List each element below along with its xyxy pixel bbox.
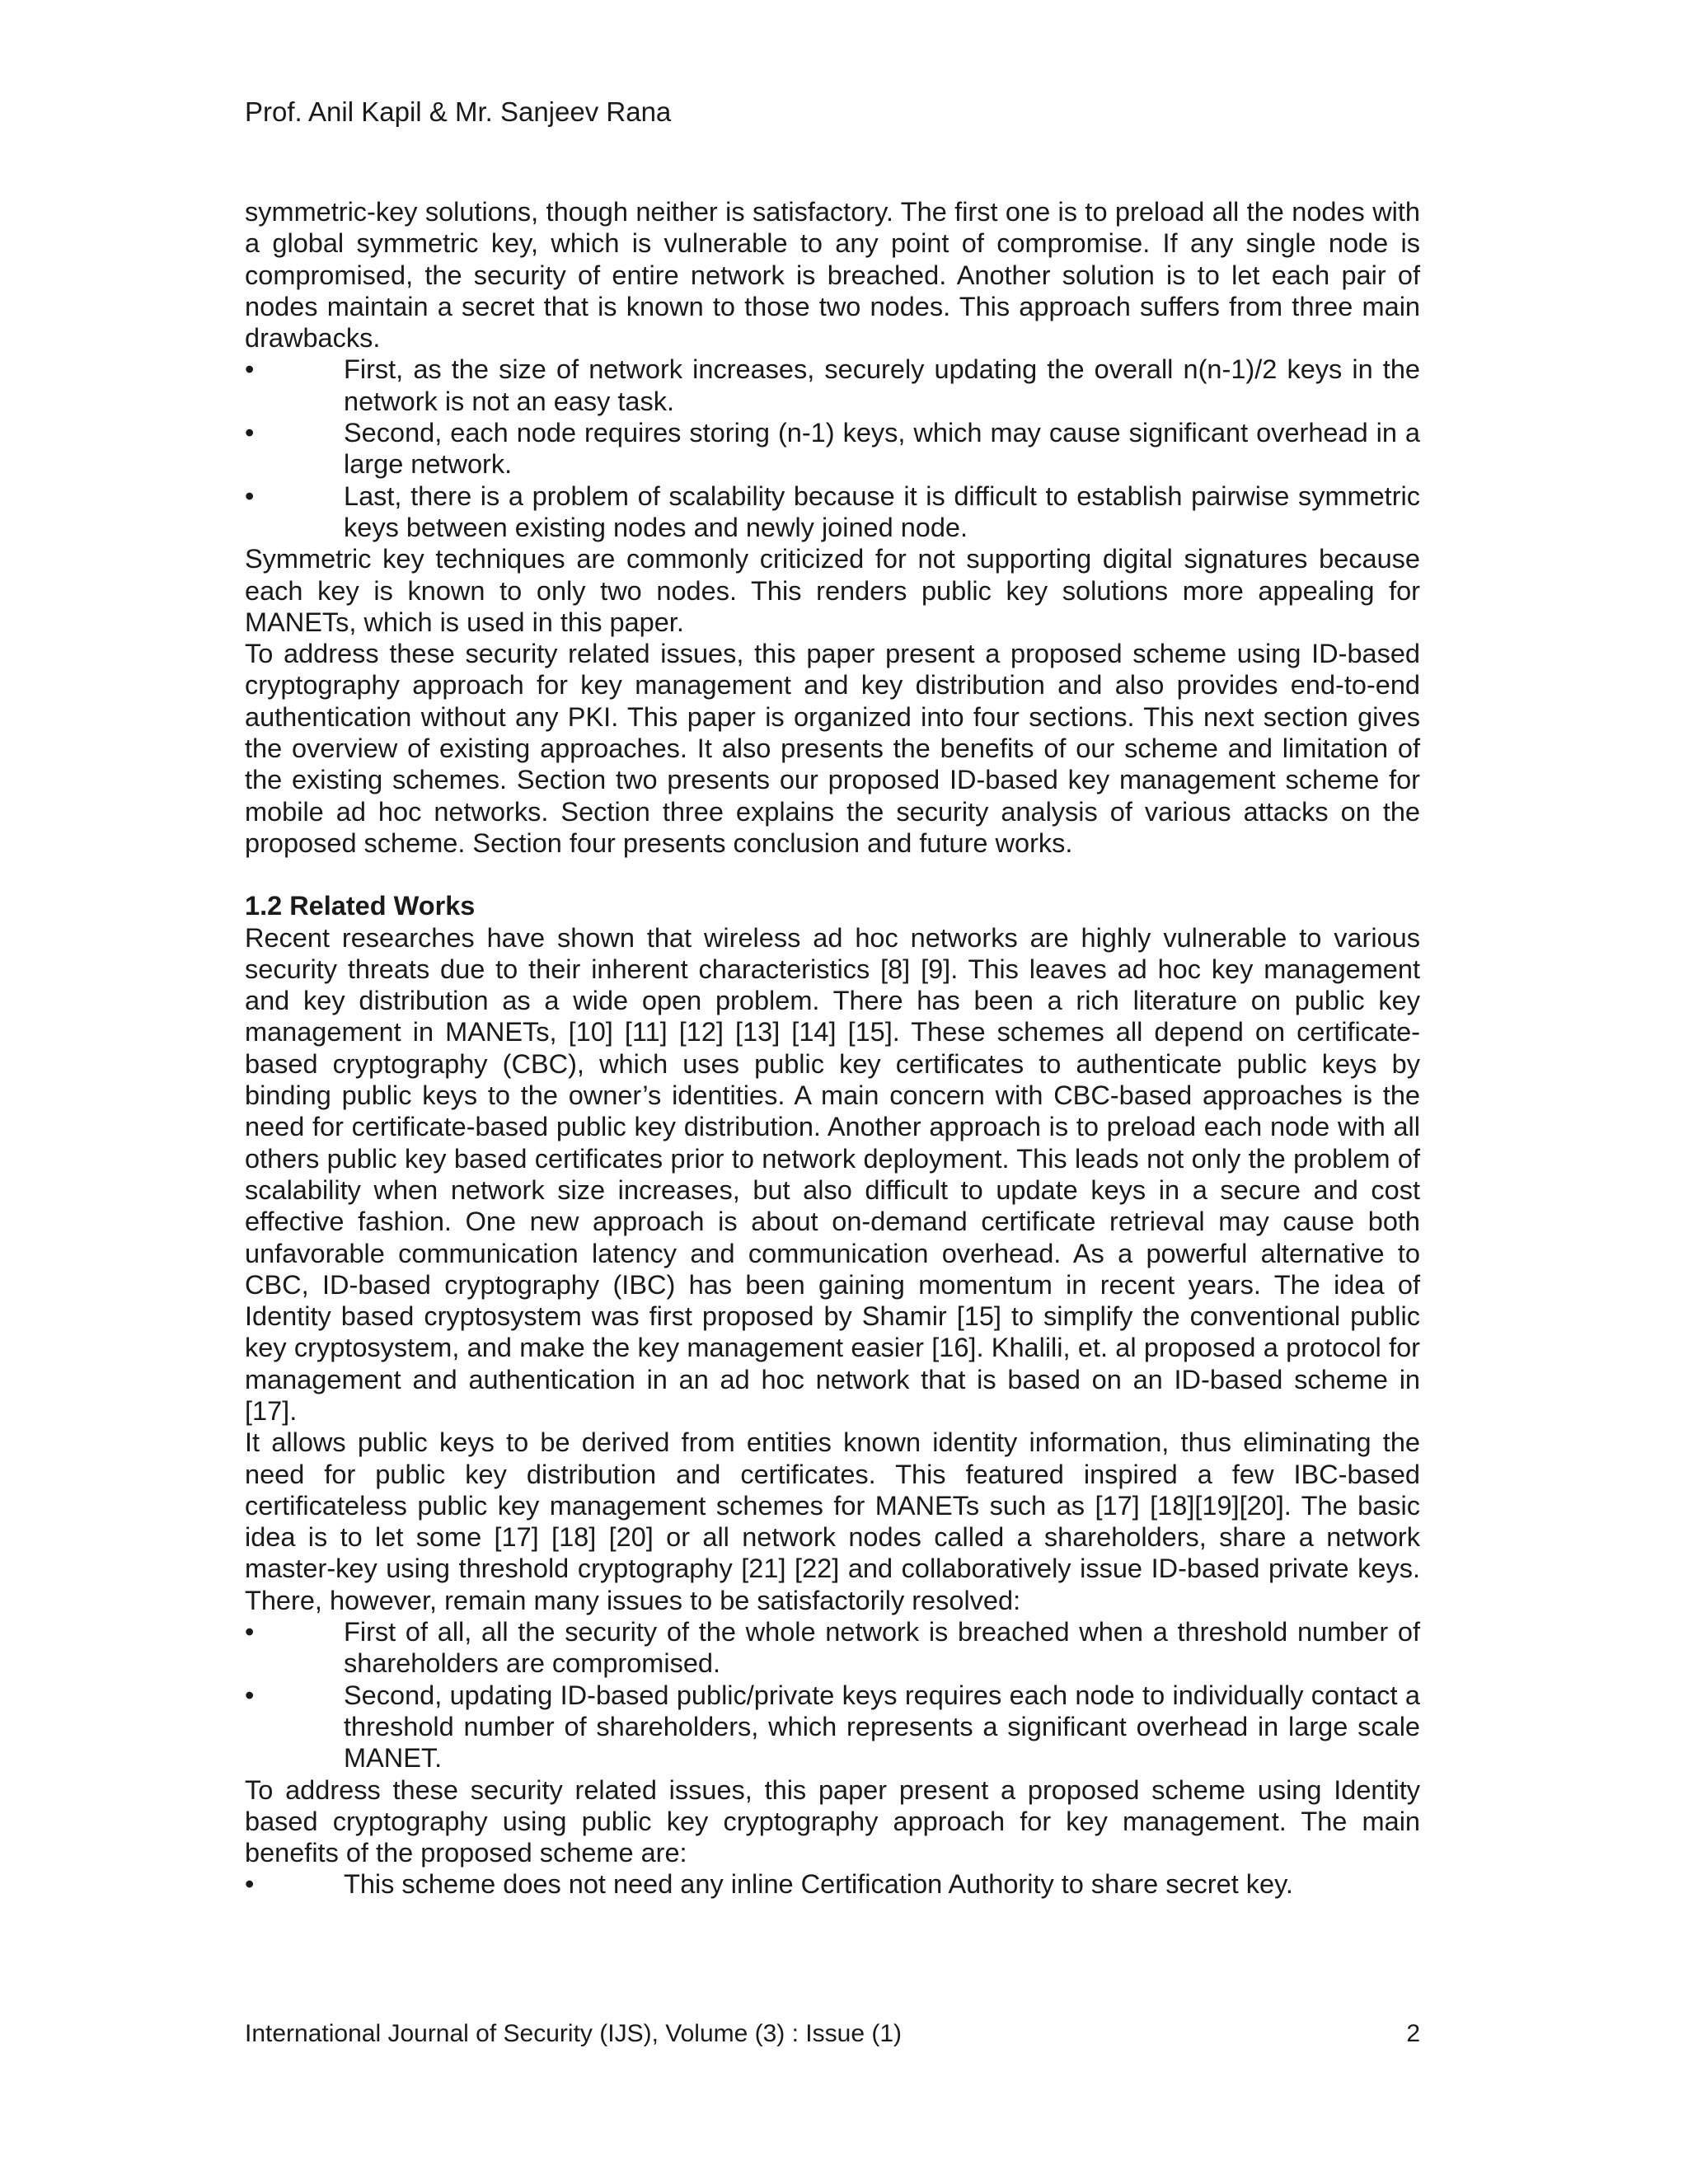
list-item <box>245 354 1420 417</box>
page-body <box>245 196 1420 1900</box>
footer-journal-citation: International Journal of Security (IJS), Volume (3) : Issue (1) <box>245 2020 903 2047</box>
paragraph-recent-researches: Recent researches have shown that wireless ad hoc networks are highly vulnerable to various security threats due to their inherent characteristics [8] [9]. This leaves ad hoc key management and key distribution as a wide open problem. There has been a rich literature on public key management in MANETs, [10] [11] [12] [13] [14] [15]. These schemes all depend on certificate-based cryptography (CBC), which uses public key certificates to authenticate public keys by binding public keys to the owner’s identities. A main concern with CBC-based approaches is the need for certificate-based public key distribution. Another approach is to preload each node with all others public key based certificates prior to network deployment. This leads not only the problem of scalability when network size increases, but also difficult to update keys in a secure and cost effective fashion. One new approach is about on-demand certificate retrieval may cause both unfavorable communication latency and communication overhead. As a powerful alternative to CBC, ID-based cryptography (IBC) has been gaining momentum in recent years. The idea of Identity based cryptosystem was first proposed by Shamir [15] to simplify the conventional public key cryptosystem, and make the key management easier [16]. Khalili, et. al proposed a protocol for management and authentication in an ad hoc network that is based on an ID-based scheme in [17]. <box>245 922 1420 1426</box>
bullet-icon: • <box>245 480 255 511</box>
list-item <box>245 1680 1420 1774</box>
bullet-icon: • <box>245 1869 255 1900</box>
list-item <box>245 1616 1420 1680</box>
page-footer <box>245 2019 1420 2049</box>
bullet-text: This scheme does not need any inline Certification Authority to share secret key. <box>344 1869 1293 1900</box>
bullet-list-benefits <box>245 1868 1420 1900</box>
bullet-text: First, as the size of network increases, securely updating the overall n(n-1)/2 keys in the network is not an easy task. <box>344 354 1420 416</box>
paragraph-symmetric-techniques: Symmetric key techniques are commonly criticized for not supporting digital signatures because each key is known to only two nodes. This renders public key solutions more appealing for MANETs, which is used in this paper. <box>245 544 1420 637</box>
paragraph-public-keys-derived: It allows public keys to be derived from entities known identity information, thus eliminating the need for public key distribution and certificates. This featured inspired a few IBC-based certificateless public key management schemes for MANETs such as [17] [18][19][20]. The basic idea is to let some [17] [18] [20] or all network nodes called a shareholders, share a network master-key using threshold cryptography [21] [22] and collaboratively issue ID-based private keys. There, however, remain many issues to be satisfactorily resolved: <box>245 1427 1420 1615</box>
paragraph-paper-organization: To address these security related issues, this paper present a proposed scheme using ID-based cryptography approach for key management and key distribution and also provides end-to-end authentication without any PKI. This paper is organized into four sections. This next section gives the overview of existing approaches. It also presents the benefits of our scheme and limitation of the existing schemes. Section two presents our proposed ID-based key management scheme for mobile ad hoc networks. Section three explains the security analysis of various attacks on the proposed scheme. Section four presents conclusion and future works. <box>245 639 1420 858</box>
list-item <box>245 417 1420 480</box>
running-header-authors: Prof. Anil Kapil & Mr. Sanjeev Rana <box>245 96 672 127</box>
bullet-text: Second, updating ID-based public/private keys requires each node to individually contact a threshold number of shareholders, which represents a significant overhead in large scale MANET. <box>344 1680 1420 1774</box>
list-item <box>245 1868 1420 1900</box>
paragraph-symmetric-key-solutions: symmetric-key solutions, though neither is satisfactory. The first one is to preload all the nodes with a global symmetric key, which is vulnerable to any point of compromise. If any single node is compromised, the security of entire network is breached. Another solution is to let each pair of nodes maintain a secret that is known to those two nodes. This approach suffers from three main drawbacks. <box>245 197 1420 354</box>
footer-page-number: 2 <box>1406 2020 1420 2047</box>
bullet-text: First of all, all the security of the whole network is breached when a threshold number of shareholders are compromised. <box>344 1617 1420 1679</box>
bullet-icon: • <box>245 1680 255 1710</box>
bullet-icon: • <box>245 354 255 385</box>
bullet-text: Last, there is a problem of scalability because it is difficult to establish pairwise symmetric keys between existing nodes and newly joined node. <box>344 480 1420 542</box>
bullet-list-drawbacks <box>245 354 1420 543</box>
bullet-icon: • <box>245 418 255 448</box>
section-heading-related-works: 1.2 Related Works <box>245 891 476 921</box>
bullet-list-issues <box>245 1616 1420 1774</box>
paragraph-proposed-scheme-benefits: To address these security related issues, this paper present a proposed scheme using Identity based cryptography using public key cryptography approach for key management. The main benefits of the proposed scheme are: <box>245 1774 1420 1868</box>
bullet-icon: • <box>245 1617 255 1647</box>
bullet-text: Second, each node requires storing (n-1) keys, which may cause significant overhead in a large network. <box>344 418 1420 480</box>
list-item <box>245 480 1420 544</box>
